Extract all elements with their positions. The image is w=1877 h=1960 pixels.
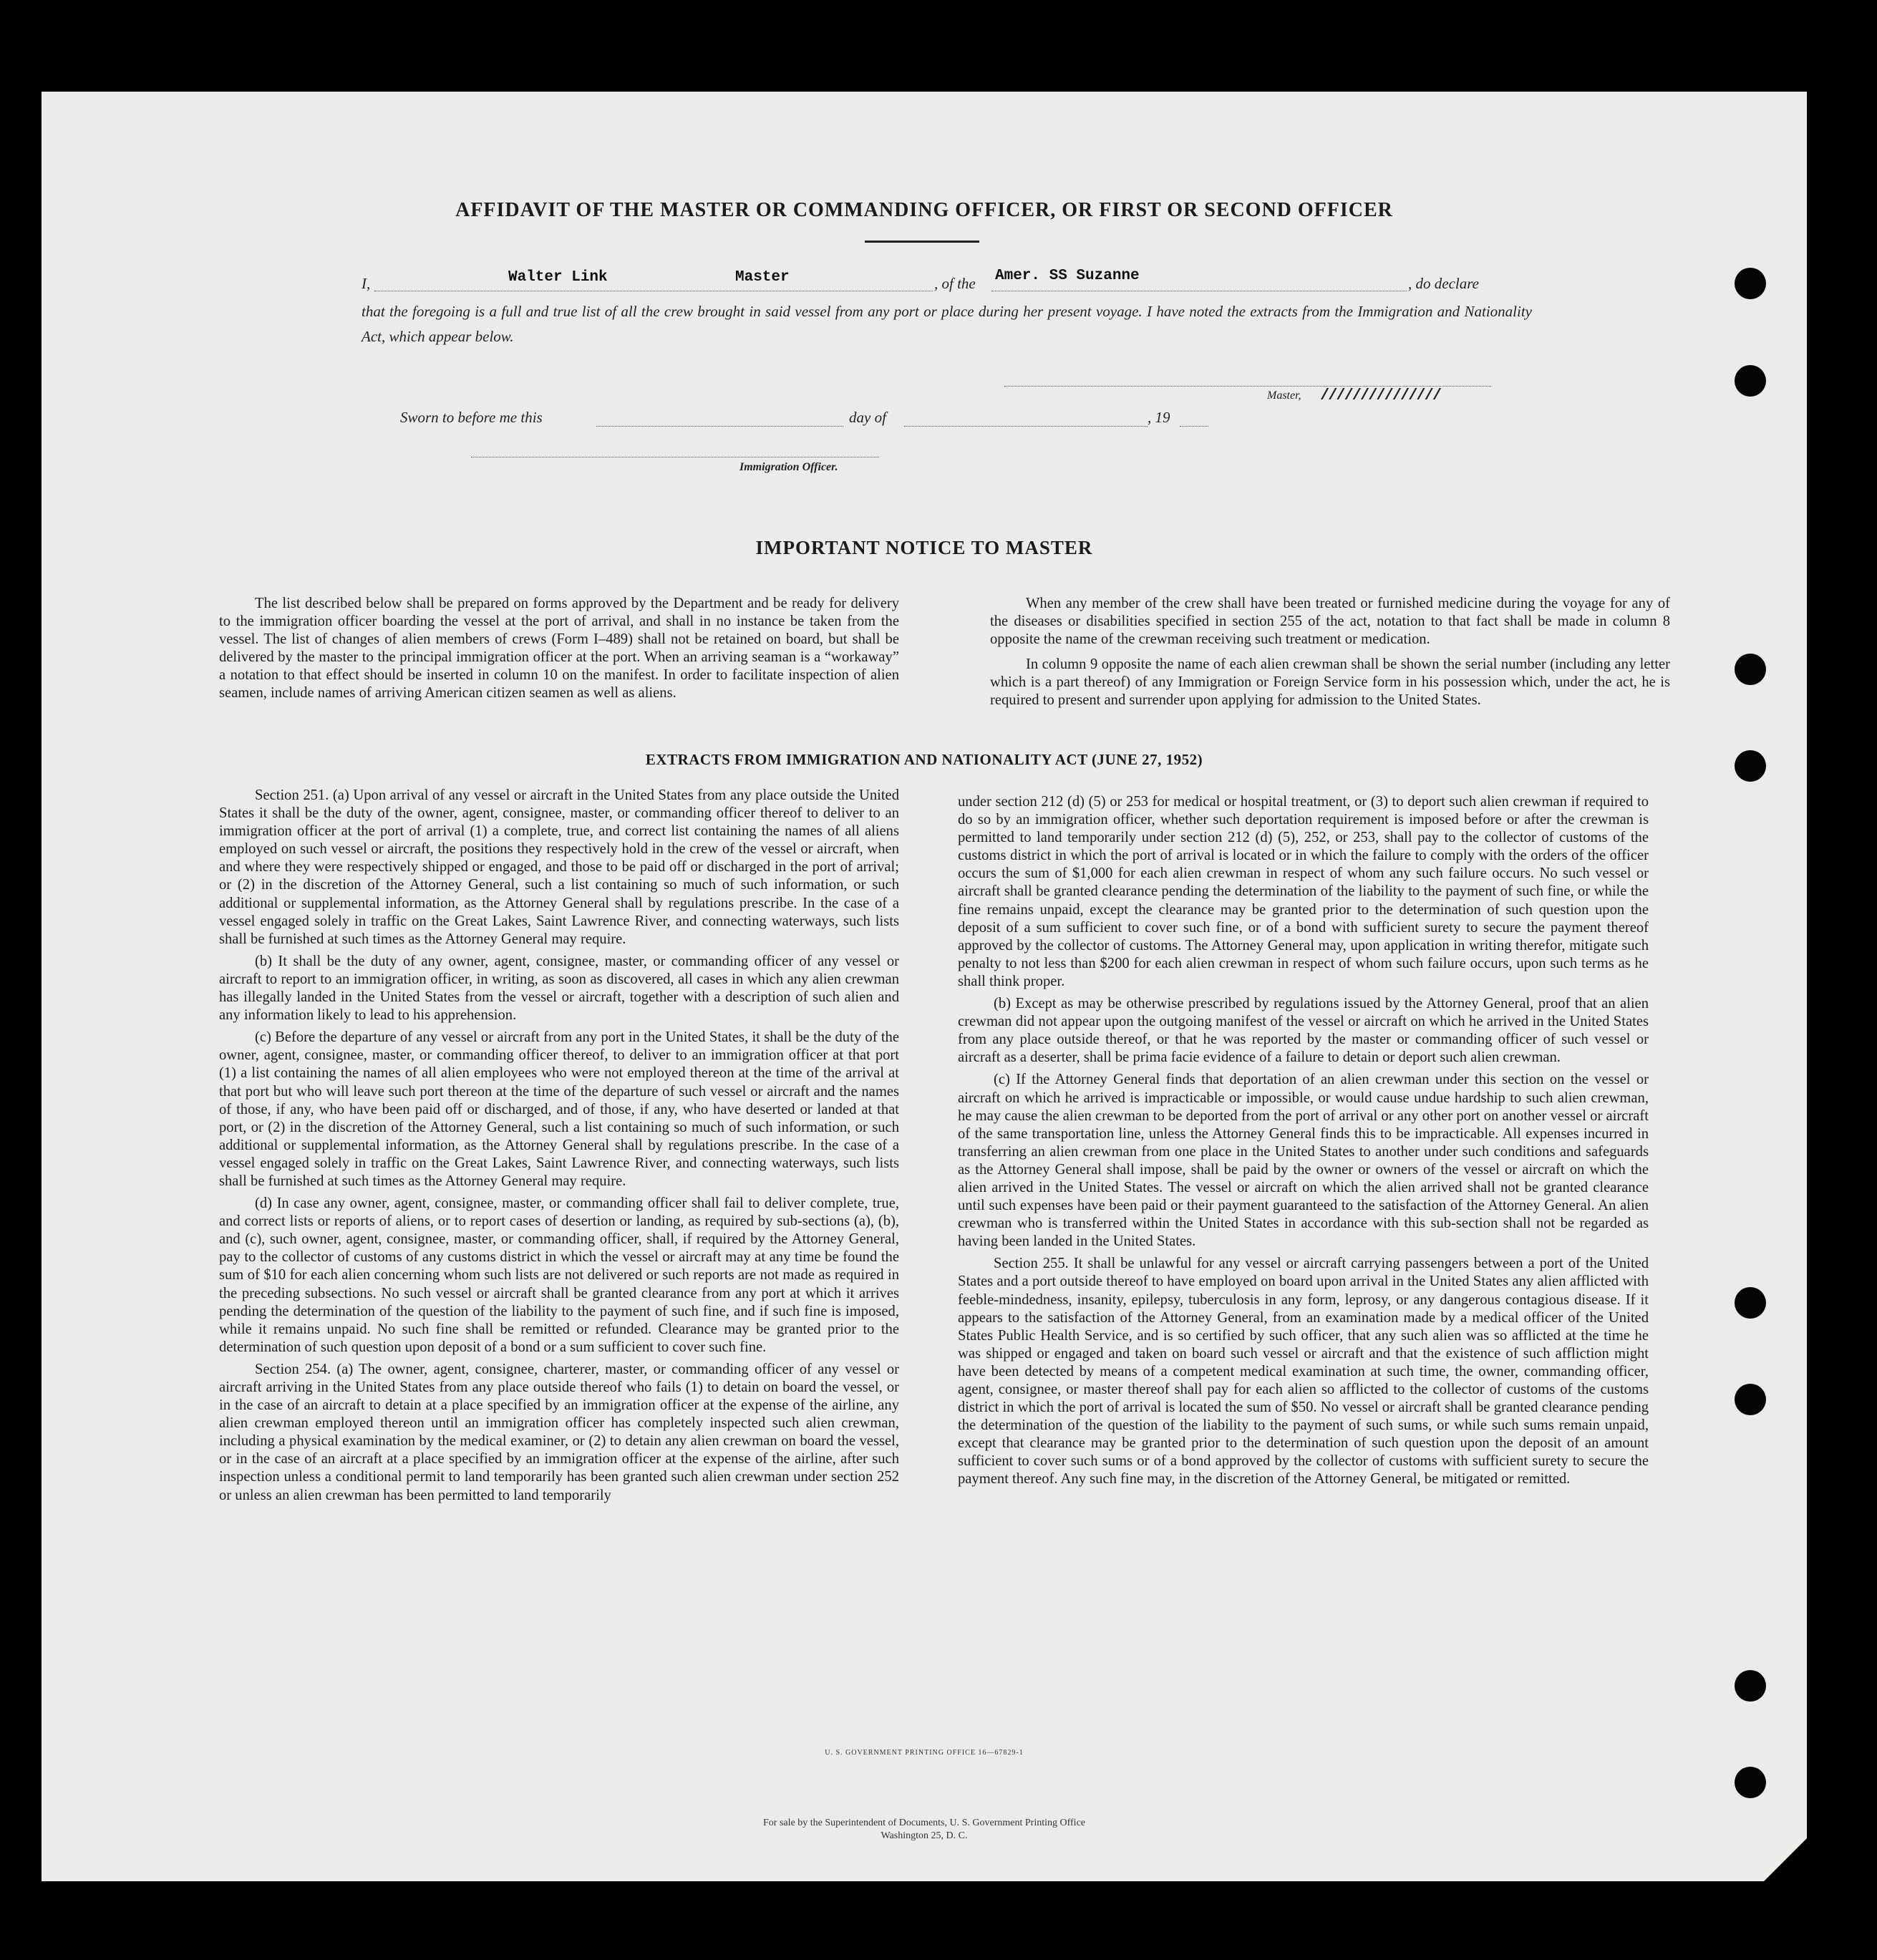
extract-paragraph: (b) It shall be the duty of any owner, agent, consignee, master, or commanding officer of any vessel or aircraft to report to an immigration officer, in writing, as soon as discovered, all cases in which any alien crewman has illegally landed in the United States from the vessel or aircraft, together with a description of such alien and any information likely to lead to his apprehension. <box>219 953 899 1024</box>
notice-title: IMPORTANT NOTICE TO MASTER <box>755 537 1093 558</box>
extract-paragraph: under section 212 (d) (5) or 253 for medical or hospital treatment, or (3) to deport such alien crewman if required to do so by an immigration officer, whether such deportation requirement is imposed before or after the crewman is permitted to land temporarily under section 212 (d) (5), 252, or 253, shall pay to the collector of customs of the customs district in which the port of arrival is located or in which the failure to comply with the orders of the officer occurs the sum of $1,000 for each alien crewman in respect of whom any such failure occurs. No such vessel or aircraft shall be granted clearance pending the determination of the liability to the payment of such fine, or while the fine remains unpaid, except the clearance may be granted prior to the determination of such question upon the deposit of a sum sufficient to cover such fine, or of a bond with sufficient surety to secure the payment thereof approved by the collector of customs. The Attorney General may, upon application in writing therefor, mitigate such penalty to not less than $200 for each alien crewman in respect of whom such failure occurs, upon such terms as he shall think proper. <box>958 794 1649 989</box>
punch-hole <box>1735 1384 1766 1415</box>
sworn-month-field[interactable] <box>904 407 1148 427</box>
i-label: I, <box>362 275 371 292</box>
punch-hole <box>1735 654 1766 685</box>
notice-paragraph: The list described below shall be prepared on forms approved by the Department and be ready for delivery to the immigration officer boarding the vessel at the port of arrival, and shall in no instance be taken from the vessel. The list of changes of alien members of crews (Form I–489) shall not be retained on board, but shall be delivered by the master to the principal immigration officer at the port. When an arriving seaman is a “workaway” a notation to that effect should be inserted in column 10 on the manifest. In order to facilitate inspection of alien seamen, include names of arriving American citizen seamen as well as aliens. <box>219 596 899 702</box>
extracts-right-column <box>958 793 1649 1493</box>
sworn-year-field[interactable] <box>1180 407 1208 427</box>
extract-paragraph: (d) In case any owner, agent, consignee, master, or commanding officer shall fail to deliver complete, true, and correct lists or reports of aliens, or to report cases of desertion or landing, as required by sub-sections (a), (b), and (c), such owner, agent, consignee, master, or commanding officer, shall, if required by the Attorney General, pay to the collector of customs of any customs district in which the vessel or aircraft may at any time be found the sum of $10 for each alien concerning whom such lists are not delivered or such reports are not made as required in the preceding subsections. No such vessel or aircraft shall be granted clearance from any port at which it arrives pending the determination of the question of the liability to the payment of such fine, and if such fine is imposed, while it remains unpaid. No such fine shall be remitted or refunded. Clearance may be granted prior to the determination of such question upon deposit of a bond or a sum sufficient to cover such fine. <box>219 1195 899 1355</box>
printing-office-line: U. S. GOVERNMENT PRINTING OFFICE 16—67829-1 <box>825 1749 1024 1757</box>
extract-paragraph: Section 251. (a) Upon arrival of any vessel or aircraft in the United States from any place outside the United States it shall be the duty of the owner, agent, consignee, master, or commanding officer thereof to deliver to an immigration officer at the port of arrival (1) a complete, true, and correct list containing the names of all aliens employed on such vessel or aircraft, the positions they respectively hold in the crew of the vessel or aircraft, when and where they were respectively shipped or engaged, and those to be paid off or discharged in the port of arrival; or (2) in the discretion of the Attorney General, such a list containing so much of such information, or such additional or supplemental information, as the Attorney General shall by regulations prescribe. In the case of a vessel engaged solely in traffic on the Great Lakes, Saint Lawrence River, and connecting waterways, such lists shall be furnished at such times as the Attorney General may require. <box>219 787 899 947</box>
notice-paragraph: When any member of the crew shall have been treated or furnished medicine during the voyage for any of the diseases or disabilities specified in section 255 of the act, notation to that fact shall be made in column 8 opposite the name of the crewman receiving such treatment or medication. <box>990 596 1670 648</box>
sworn-day-field[interactable] <box>596 407 843 427</box>
form-page <box>42 92 1807 1881</box>
punch-hole <box>1735 1670 1766 1702</box>
sale-notice <box>42 1817 1807 1843</box>
do-declare-label: , do declare <box>1408 275 1479 292</box>
sworn-label: Sworn to before me this <box>400 409 543 426</box>
year-label: , 19 <box>1148 409 1170 426</box>
extracts-left-column <box>219 787 899 1509</box>
master-label: Master, <box>1267 389 1301 402</box>
extract-paragraph: (b) Except as may be otherwise prescribed by regulations issued by the Attorney General, proof that an alien crewman did not appear upon the outgoing manifest of the vessel or aircraft on which he arrived in the United States from any place outside thereof, or that he was reported by the master or commanding officer of such vessel or aircraft as a deserter, shall be prima facie evidence of a failure to detain or deport such alien crewman. <box>958 996 1649 1066</box>
title-divider <box>865 241 979 243</box>
master-rank: Master <box>735 269 790 286</box>
torn-corner <box>1764 1838 1807 1881</box>
of-the-label: , of the <box>934 275 976 292</box>
master-name: Walter Link <box>508 269 608 286</box>
declaration-line <box>362 268 1536 296</box>
extract-paragraph: Section 255. It shall be unlawful for any vessel or aircraft carrying passengers between a port of the United States and a port outside thereof to have employed on board upon arrival in the United States any alien afflicted with feeble-mindedness, insanity, epilepsy, tuberculosis in any form, leprosy, or any dangerous contagious disease. If it appears to the satisfaction of the Attorney General, from an examination made by a medical officer of the United States Public Health Service, and is so certified by such officer, that any such alien was so afflicted at the time he was shipped or engaged and taken on board such vessel or aircraft and that the existence of such affliction might have been detected by means of a competent medical examination at such time, the owner, commanding officer, agent, consignee, or master thereof shall pay for each alien so afflicted to the collector of customs of the customs district in which the port of arrival is located the sum of $50. No vessel or aircraft shall be granted clearance pending the determination of the question of the liability to the payment of such sums, or while such sums remain unpaid, except that clearance may be granted prior to the determination of such question upon the deposit of an amount sufficient to cover such sums or of a bond approved by the collector of customs with sufficient surety to secure the payment thereof. Any such fine may, in the discretion of the Attorney General, be mitigated or remitted. <box>958 1256 1649 1488</box>
declaration-text: that the foregoing is a full and true list of all the crew brought in said vessel from any port or place during her present voyage. I have noted the extracts from the Immigration and Nationality Act, which appear below. <box>362 303 1532 345</box>
punch-hole <box>1735 365 1766 397</box>
notice-left-column <box>219 595 899 707</box>
extract-paragraph: Section 254. (a) The owner, agent, consignee, charterer, master, or commanding officer of any vessel or aircraft arriving in the United States from any place outside thereof who fails (1) to detain on board the vessel, or in the case of an aircraft to detain at a place specified by an immigration officer at the expense of the airline, any alien crewman employed thereon until an immigration officer has completely inspected such alien crewman, including a physical examination by the medical examiner, or (2) to detain any alien crewman on board the vessel, or in the case of an aircraft at a place specified by an immigration officer at the expense of the airline, after such inspection unless a conditional permit to land temporarily has been granted such alien crewman under section 252 or unless an alien crewman has been permitted to land temporarily <box>219 1361 899 1503</box>
day-of-label: day of <box>849 409 886 426</box>
name-field[interactable] <box>374 272 933 291</box>
punch-hole <box>1735 1767 1766 1798</box>
extracts-title: EXTRACTS FROM IMMIGRATION AND NATIONALITY ACT (JUNE 27, 1952) <box>645 751 1203 768</box>
struck-out-text: /////////////// <box>1320 387 1441 404</box>
notice-right-column <box>990 595 1670 714</box>
punch-hole <box>1735 268 1766 299</box>
extract-paragraph: (c) If the Attorney General finds that deportation of an alien crewman under this section on the vessel or aircraft on which he arrived is impracticable or impossible, or would cause undue hardship to such alien crewman, he may cause the alien crewman to be deported from the port of arrival or any other port on another vessel or aircraft of the same transportation line, unless the Attorney General finds this to be impracticable. All expenses incurred in transferring an alien crewman from one place in the United States to another under such conditions and safeguards as the Attorney General shall impose, shall be paid by the owner or owners of the vessel or aircraft on which the alien arrived in the United States. The vessel or aircraft on which the alien arrived shall not be granted clearance until such expenses have been paid or their payment guaranteed to the satisfaction of the Attorney General. An alien crewman who is transferred within the United States in accordance with this sub-section shall not be regarded as having been landed in the United States. <box>958 1072 1649 1250</box>
extract-paragraph: (c) Before the departure of any vessel or aircraft from any port in the United States, it shall be the duty of the owner, agent, consignee, master, or commanding officer thereof, to deliver to an immigration officer at that port (1) a list containing the names of all alien employees who were not employed thereon at the time of the arrival at that port but who will leave such port thereon at the time of the departure of such vessel or aircraft and the names of those, if any, who have been paid off or discharged, and of those, if any, who have deserted or landed at that port, or (2) in the discretion of the Attorney General, such a list containing so much of such information, or such additional or supplemental information, as the Attorney General shall by regulations prescribe. In the case of a vessel engaged solely in traffic on the Great Lakes, Saint Lawrence River, and connecting waterways, such lists shall be furnished at such times as the Attorney General may require. <box>219 1029 899 1189</box>
sale-line: Washington 25, D. C. <box>881 1830 968 1841</box>
notice-paragraph: In column 9 opposite the name of each alien crewman shall be shown the serial number (including any letter which is a part thereof) of any Immigration or Foreign Service form in his possession which, under the act, he is required to present and surrender upon applying for admission to the United States. <box>990 656 1670 709</box>
vessel-name: Amer. SS Suzanne <box>995 268 1140 284</box>
sale-line: For sale by the Superintendent of Documents, U. S. Government Printing Office <box>763 1818 1085 1828</box>
affidavit-title: AFFIDAVIT OF THE MASTER OR COMMANDING OFFICER, OR FIRST OR SECOND OFFICER <box>455 199 1393 221</box>
immigration-officer-label: Immigration Officer. <box>739 461 838 473</box>
punch-hole <box>1735 1287 1766 1319</box>
